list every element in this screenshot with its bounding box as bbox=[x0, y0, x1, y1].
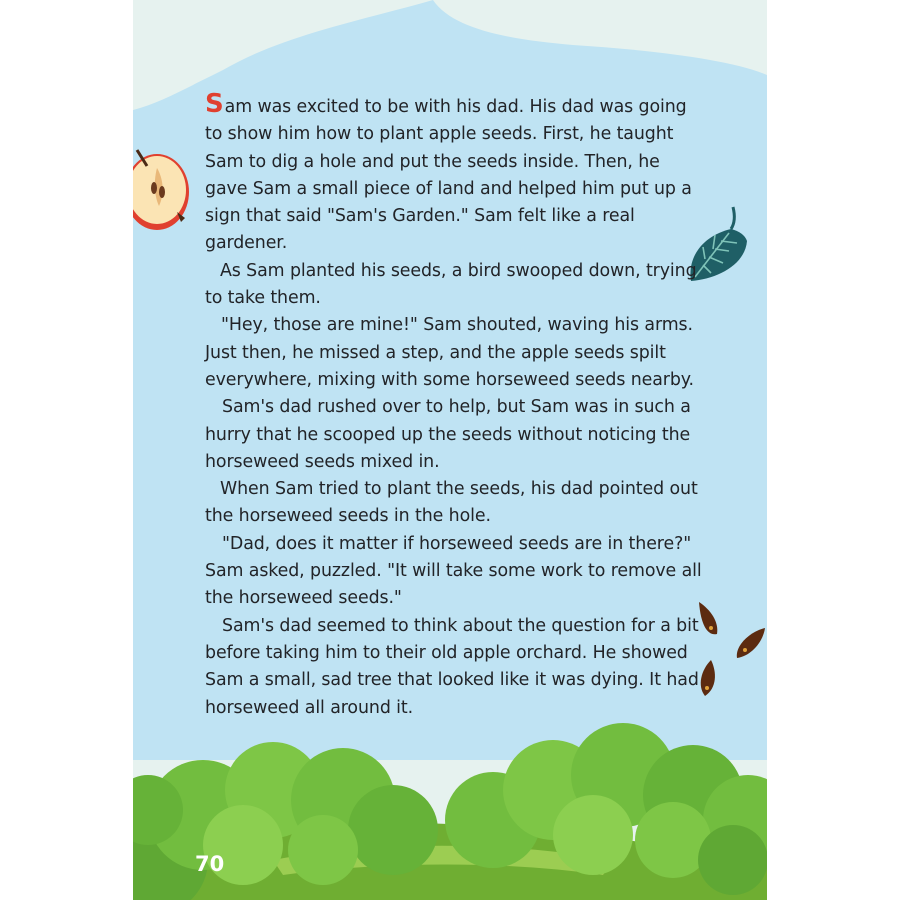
apple-half-icon bbox=[133, 148, 195, 234]
story-paragraph-1 bbox=[205, 89, 703, 258]
drop-cap: S bbox=[205, 89, 224, 119]
book-page bbox=[133, 0, 767, 900]
story-text bbox=[205, 89, 703, 722]
story-paragraph-3: "Hey, those are mine!" Sam shouted, waving his arms. Just then, he missed a step, and the apple seeds spilt everywhere, mixing with some horseweed seeds nearby. bbox=[205, 315, 694, 390]
story-paragraph-4: Sam's dad rushed over to help, but Sam was in such a hurry that he scooped up the seeds without noticing the horseweed seeds mixed in. bbox=[205, 397, 691, 472]
seed-icon bbox=[693, 598, 767, 704]
page-number: 70 bbox=[195, 852, 225, 876]
story-paragraph-6: "Dad, does it matter if horseweed seeds are in there?" Sam asked, puzzled. "It will take some work to remove all the horseweed seeds." bbox=[205, 533, 702, 609]
story-paragraph-7: Sam's dad seemed to think about the question for a bit before taking him to their old apple orchard. He showed Sam a small, sad tree that looked like it was dying. It had horseweed all around it. bbox=[205, 615, 699, 718]
story-paragraph-2: As Sam planted his seeds, a bird swooped down, trying to take them. bbox=[205, 260, 697, 309]
story-paragraph-5: When Sam tried to plant the seeds, his dad pointed out the horseweed seeds in the hole. bbox=[205, 479, 698, 527]
paragraph-text: am was excited to be with his dad. His dad was going to show him how to plant apple seeds. First, he taught Sam to dig a hole and put the seeds inside. Then, he gave Sam a small piece of land and helped him put up a sign that said "Sam's Garden." Sam felt like a real gardener. bbox=[205, 97, 692, 254]
